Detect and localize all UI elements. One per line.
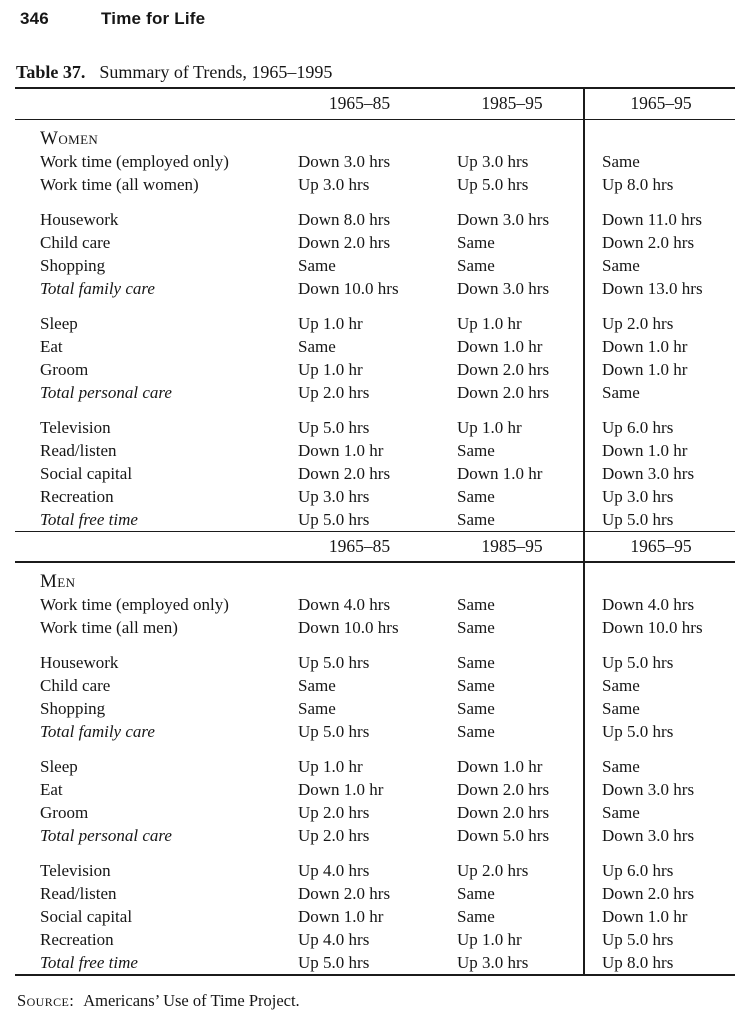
trend-value: Up 5.0 hrs: [298, 510, 370, 529]
trend-value: Same: [457, 618, 495, 637]
trend-value: Up 8.0 hrs: [602, 175, 674, 194]
trend-value: Same: [457, 256, 495, 275]
trend-value: Down 1.0 hr: [457, 464, 543, 483]
row-label: Total personal care: [40, 383, 172, 402]
trend-value: Down 13.0 hrs: [602, 279, 703, 298]
trend-value: Same: [457, 595, 495, 614]
section-header: Men: [40, 571, 76, 592]
trend-value: Up 3.0 hrs: [602, 487, 674, 506]
trend-value: Down 2.0 hrs: [602, 233, 695, 252]
trend-value: Down 1.0 hr: [298, 441, 384, 460]
row-label: Television: [40, 418, 111, 437]
column-header: 1965–95: [630, 93, 692, 113]
table-row: [15, 951, 735, 974]
table-row: [15, 801, 735, 824]
table-row: [15, 485, 735, 508]
trend-value: Down 2.0 hrs: [457, 803, 550, 822]
trend-value: Same: [602, 803, 640, 822]
column-header: 1985–95: [481, 93, 543, 113]
row-label: Shopping: [40, 699, 106, 718]
trend-value: Up 8.0 hrs: [602, 953, 674, 972]
trend-value: Down 2.0 hrs: [298, 233, 391, 252]
trend-value: Down 1.0 hr: [602, 337, 688, 356]
page-number: 346: [20, 9, 49, 28]
table-row: [15, 335, 735, 358]
row-label: Groom: [40, 360, 89, 379]
row-label: Child care: [40, 676, 111, 695]
group-spacer: [15, 847, 735, 859]
column-header: 1965–85: [328, 93, 391, 113]
trend-value: Same: [457, 722, 495, 741]
row-label: Total personal care: [40, 826, 172, 845]
trend-value: Up 5.0 hrs: [602, 722, 674, 741]
column-header-empty-cell: [15, 89, 290, 119]
trend-value: Up 3.0 hrs: [298, 175, 370, 194]
trends-table: [15, 87, 735, 976]
empty-cell: [455, 120, 583, 150]
trend-value: Same: [602, 676, 640, 695]
trend-value: Same: [457, 487, 495, 506]
source-note-label: Source:: [17, 991, 75, 1010]
trend-value: Up 5.0 hrs: [298, 653, 370, 672]
trend-value: Up 5.0 hrs: [298, 418, 370, 437]
table-row: [15, 824, 735, 847]
column-divider-rule: [583, 89, 585, 974]
row-label: Television: [40, 861, 111, 880]
trend-value: Down 3.0 hrs: [602, 464, 695, 483]
trend-value: Down 2.0 hrs: [602, 884, 695, 903]
table-row: [15, 674, 735, 697]
trend-value: Up 1.0 hr: [457, 314, 522, 333]
trend-value: Down 3.0 hrs: [457, 210, 550, 229]
table-row: [15, 254, 735, 277]
trend-value: Down 2.0 hrs: [298, 464, 391, 483]
row-label: Work time (all women): [40, 175, 199, 194]
group-spacer: [15, 196, 735, 208]
table-row: [15, 416, 735, 439]
row-label: Shopping: [40, 256, 106, 275]
trend-value: Up 5.0 hrs: [298, 722, 370, 741]
running-title: Time for Life: [101, 9, 206, 28]
table-row: [15, 208, 735, 231]
row-label: Work time (all men): [40, 618, 178, 637]
trend-value: Same: [602, 757, 640, 776]
trend-value: Same: [298, 256, 336, 275]
row-label: Housework: [40, 653, 119, 672]
row-label: Total family care: [40, 722, 155, 741]
trend-value: Up 5.0 hrs: [298, 953, 370, 972]
empty-cell: [290, 120, 455, 150]
table-row: [15, 720, 735, 743]
trend-value: Down 10.0 hrs: [298, 279, 399, 298]
row-label: Recreation: [40, 487, 114, 506]
column-header-row: [15, 89, 735, 120]
trend-value: Up 1.0 hr: [457, 930, 522, 949]
trend-value: Down 8.0 hrs: [298, 210, 391, 229]
trend-value: Down 3.0 hrs: [457, 279, 550, 298]
trend-value: Down 2.0 hrs: [457, 780, 550, 799]
row-label: Sleep: [40, 314, 78, 333]
row-label: Housework: [40, 210, 119, 229]
trend-value: Up 2.0 hrs: [602, 314, 674, 333]
trend-value: Up 6.0 hrs: [602, 418, 674, 437]
table-row: [15, 905, 735, 928]
row-label: Social capital: [40, 907, 133, 926]
trend-value: Same: [602, 699, 640, 718]
table-row: [15, 439, 735, 462]
trend-value: Down 1.0 hr: [602, 907, 688, 926]
column-header: 1965–95: [630, 536, 692, 556]
group-spacer: [15, 639, 735, 651]
trend-value: Up 3.0 hrs: [457, 953, 529, 972]
trend-value: Same: [457, 441, 495, 460]
trend-value: Up 5.0 hrs: [602, 653, 674, 672]
group-spacer: [15, 743, 735, 755]
trend-value: Same: [457, 907, 495, 926]
table-row: [15, 173, 735, 196]
source-note-text: Americans’ Use of Time Project.: [83, 991, 300, 1010]
row-label: Groom: [40, 803, 89, 822]
table-row: [15, 358, 735, 381]
trend-value: Up 4.0 hrs: [298, 861, 370, 880]
row-label: Total family care: [40, 279, 155, 298]
trend-value: Same: [457, 233, 495, 252]
trend-value: Down 1.0 hr: [457, 757, 543, 776]
empty-cell: [583, 120, 735, 150]
column-header-row-repeat: [15, 531, 735, 563]
column-header-empty-cell: [15, 532, 290, 561]
table-caption: [16, 62, 332, 83]
trend-value: Up 2.0 hrs: [298, 383, 370, 402]
trend-value: Down 3.0 hrs: [602, 826, 695, 845]
table-row: [15, 462, 735, 485]
trend-value: Up 3.0 hrs: [298, 487, 370, 506]
trend-value: Same: [457, 510, 495, 529]
empty-cell: [455, 563, 583, 593]
source-note: [17, 991, 300, 1011]
row-label: Sleep: [40, 757, 78, 776]
trend-value: Down 5.0 hrs: [457, 826, 550, 845]
trend-value: Down 3.0 hrs: [298, 152, 391, 171]
trend-value: Down 2.0 hrs: [457, 383, 550, 402]
row-label: Eat: [40, 337, 63, 356]
trend-value: Same: [298, 676, 336, 695]
table-row: [15, 882, 735, 905]
table-row: [15, 697, 735, 720]
table-row: [15, 508, 735, 531]
trend-value: Up 1.0 hr: [298, 360, 363, 379]
row-label: Eat: [40, 780, 63, 799]
trend-value: Same: [602, 152, 640, 171]
empty-cell: [583, 563, 735, 593]
table-row: [15, 381, 735, 404]
row-label: Child care: [40, 233, 111, 252]
section-header-row: [15, 563, 735, 593]
trend-value: Up 5.0 hrs: [602, 510, 674, 529]
trend-value: Up 2.0 hrs: [457, 861, 529, 880]
table-row: [15, 755, 735, 778]
trend-value: Down 2.0 hrs: [457, 360, 550, 379]
trend-value: Down 1.0 hr: [298, 907, 384, 926]
trend-value: Down 10.0 hrs: [298, 618, 399, 637]
table-row: [15, 651, 735, 674]
row-label: Read/listen: [40, 884, 117, 903]
trend-value: Down 4.0 hrs: [602, 595, 695, 614]
trend-value: Down 2.0 hrs: [298, 884, 391, 903]
trend-value: Same: [457, 884, 495, 903]
trend-value: Same: [457, 699, 495, 718]
trend-value: Up 4.0 hrs: [298, 930, 370, 949]
row-label: Work time (employed only): [40, 152, 229, 171]
column-header: 1985–95: [481, 536, 543, 556]
table-row: [15, 593, 735, 616]
trend-value: Down 4.0 hrs: [298, 595, 391, 614]
table-row: [15, 616, 735, 639]
page-header: [20, 9, 205, 29]
section-header-row: [15, 120, 735, 150]
trend-value: Same: [298, 699, 336, 718]
trend-value: Up 2.0 hrs: [298, 826, 370, 845]
group-spacer: [15, 300, 735, 312]
section-header: Women: [40, 128, 99, 149]
table-row: [15, 928, 735, 951]
row-label: Work time (employed only): [40, 595, 229, 614]
row-label: Read/listen: [40, 441, 117, 460]
table-row: [15, 231, 735, 254]
trend-value: Same: [602, 383, 640, 402]
trend-value: Down 11.0 hrs: [602, 210, 702, 229]
table-caption-title: Summary of Trends, 1965–1995: [99, 62, 333, 82]
trend-value: Up 1.0 hr: [457, 418, 522, 437]
trend-value: Same: [457, 676, 495, 695]
trend-value: Up 1.0 hr: [298, 314, 363, 333]
trend-value: Up 5.0 hrs: [602, 930, 674, 949]
trend-value: Up 3.0 hrs: [457, 152, 529, 171]
row-label: Social capital: [40, 464, 133, 483]
group-spacer: [15, 404, 735, 416]
row-label: Total free time: [40, 510, 138, 529]
table-row: [15, 312, 735, 335]
row-label: Total free time: [40, 953, 138, 972]
trend-value: Down 3.0 hrs: [602, 780, 695, 799]
trend-value: Up 1.0 hr: [298, 757, 363, 776]
trend-value: Down 1.0 hr: [298, 780, 384, 799]
trend-value: Same: [298, 337, 336, 356]
table-row: [15, 277, 735, 300]
table-row: [15, 778, 735, 801]
trend-value: Up 5.0 hrs: [457, 175, 529, 194]
column-header: 1965–85: [328, 536, 391, 556]
trend-value: Same: [602, 256, 640, 275]
table-caption-label: Table 37.: [16, 62, 86, 82]
table-row: [15, 859, 735, 882]
empty-cell: [290, 563, 455, 593]
trend-value: Down 1.0 hr: [602, 441, 688, 460]
trend-value: Up 6.0 hrs: [602, 861, 674, 880]
trend-value: Down 1.0 hr: [602, 360, 688, 379]
table-row: [15, 150, 735, 173]
trend-value: Same: [457, 653, 495, 672]
trend-value: Down 1.0 hr: [457, 337, 543, 356]
trend-value: Down 10.0 hrs: [602, 618, 703, 637]
row-label: Recreation: [40, 930, 114, 949]
trend-value: Up 2.0 hrs: [298, 803, 370, 822]
